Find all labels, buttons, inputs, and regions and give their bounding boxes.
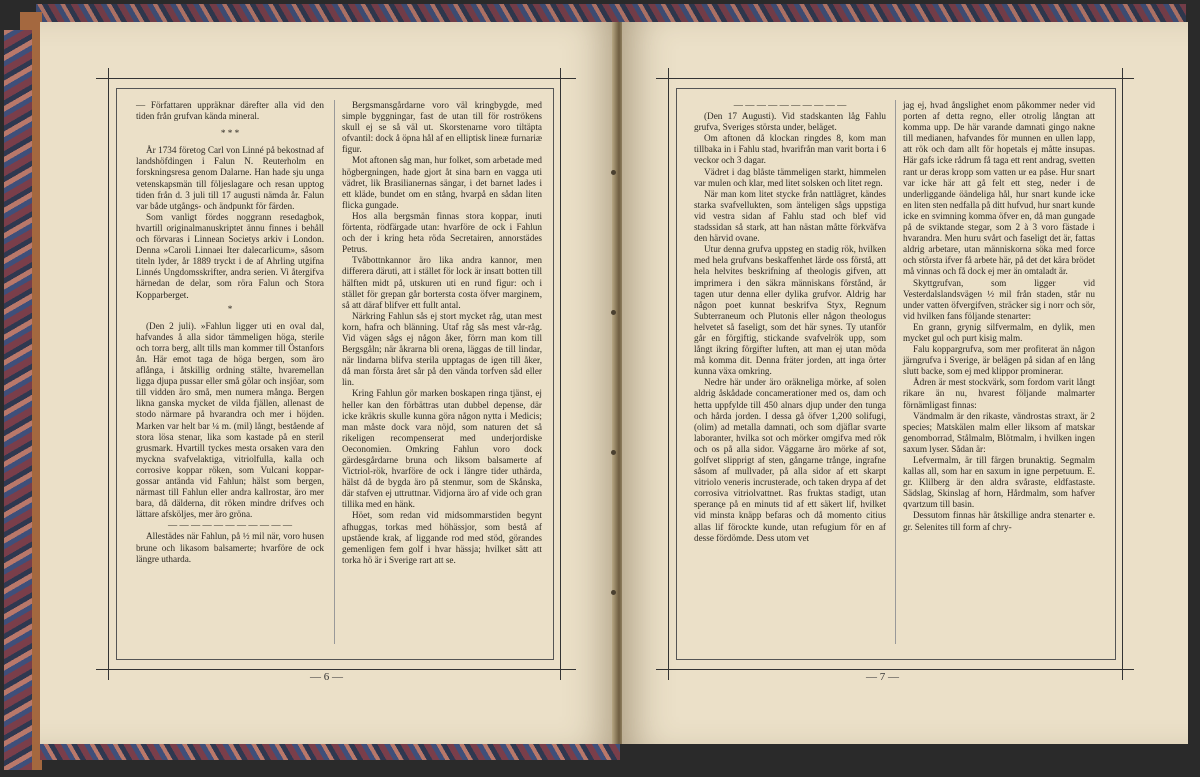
paragraph: Bergsmansgårdarne voro väl kringbygde, med simple byggningar, fast de utan till för roströkens skull ej se så väl ut. Skorstenarne voro tiltäpta ofvantil: dock å öpna hål af en elliptisk lineæ furnariæ figur. [342,100,542,155]
marbled-edge-bottom [40,744,620,760]
paragraph: Allestädes när Fahlun, på ½ mil när, voro husen brune och likasom balsamerte; hvarföre de ock längre utharda. [136,531,324,564]
right-frame-right-line [1122,68,1123,680]
paragraph: Ådren är mest stockvärk, som fordom varit långt rikare än nu, hvarest följande malmarter förnämligast finnas: [903,377,1095,410]
marbled-edge-left [4,30,32,770]
right-frame-left-line [668,68,669,680]
paragraph: Tvåbottnkannor äro lika andra kannor, men differera däruti, att i stället för lock är insatt botten till hälften midt på, utskuren uti en rund figur: och i stället för grepan går bortersta costa öfver marginem, så att däraf blifver ett fullt antal. [342,255,542,310]
dash-separator: — — — — — — — — — — — [167,520,293,531]
paragraph: Höet, som redan vid midsommarstiden begynt afhuggas, torkas med höhässjor, som bestå af upstående krak, af liggande rod med stöd, görandes gemenligen fem golf i hvar hässja; hvilket sätt att torka hö är i Sverige rart att se. [342,510,542,565]
binding-hole [611,450,616,455]
paragraph: Vädret i dag blåste tämmeligen starkt, himmelen var mulen och klar, med litet solsken och litet regn. [694,166,886,188]
paragraph: jag ej, hvad ångslighet enom påkommer neder vid porten af detta regno, eller otrolig långtan att komma upp. De här varande damnati gingo nakne till medianen, hafvandes för munnen en ullen lapp, att rök och dam allt för hopetals ej måtte insupas. Här gafs icke rådrum få taga ett rent andrag, svetten rant ur deras kropp som vatten ur ea påse. Hur snart var icke här att gå felt ett steg, neder i de underliggande öändeliga hål, hur snart kunde icke en liten sten nedfalla på ditt hufvud, hur snart kunde icke en svimning komma öfver en, då man gungade på de sviktande stegar, som 2 à 3 voro fästade i hvarandra. Men huru svårt och faseligt det är, fattas aldrig arbetare, utan människorna söka med force och största ifver få arbete här, på det det kära brödet må vinnas och få dock ej mer än omtaladt är. [903,100,1095,277]
paragraph: (Den 17 Augusti). Vid stadskanten låg Fahlu grufva, Sveriges största under, beläget. [694,111,886,133]
left-column-1 [136,100,324,565]
paragraph: När man kom litet stycke från nattlägret, kändes starka svafvellukten, som änteligen sågs uppstiga vid vestra sidan af Fahlu stad och blef vid stadssidan så stark, att han nästan måtte förkväfva den härvid ovane. [694,188,886,244]
paragraph: Mot aftonen såg man, hur folket, som arbetade med högbergningen, hade gjort åt sina barn en vagga uti vädret, lik Brasilianernas sängar, i det barnet lades i ett kläde, bundet om en stång, hvarpå en sådan liten flicka gungade. [342,155,542,210]
left-frame-top-line [96,78,576,79]
paragraph: Närkring Fahlun sås ej stort mycket råg, utan mest korn, hafra och blänning. Utaf råg sås mest vår-råg. Vid vägen sågs ej någon åker, förrn man kom till Bergsgåln; när åkrarna bli orena, läggas de till lindar, när lindarna blifva sterila upptagas de igen till åker, då man första året sår på den vända torfven såd eller lin. [342,310,542,388]
binding-hole [611,590,616,595]
section-divider: * * * [220,128,240,139]
paragraph: Falu koppargrufva, som mer profiterat än någon järngrufva i Sverige, är belägen på sidan af en lång slutt backe, som ej med klippor prominerar. [903,344,1095,377]
left-frame-left-line [108,68,109,680]
paragraph: Hos alla bergsmän finnas stora koppar, inuti förtenta, rödfärgade utan: hvarföre de ock i Fahlun och der i kring heta röda Secretairen, annorstädes Petrus. [342,210,542,255]
page-number-right: — 7 — [866,671,899,683]
paragraph: Vändmalm är den rikaste, vändrostas straxt, är 2 species; Matskälen malm eller liksom af matskar genomborrad, Stålmalm, Blötmalm, i hvilken ingen saxum lyser. Sådan är: [903,410,1095,454]
right-column-1 [694,100,886,544]
left-column-2 [342,100,542,566]
left-frame-bottom-line [96,669,576,670]
marbled-edge-top [36,4,1186,24]
right-column-divider [895,100,896,644]
paragraph: År 1734 företog Carl von Linné på bekostnad af landshöfdingen i Falun N. Reuterholm en forskningsresa genom Dalarne. Han hade sju unga vetenskapsmän till följeslagare och resan upptog tiden från d. 3 juli till 17 augusti nämda år. Falun var både utgångs- och ändpunkt för färden. [136,145,324,211]
section-divider: * [227,303,233,314]
page-number-left: — 6 — [310,671,343,683]
paragraph: Om aftonen då klockan ringdes 8, kom man tillbaka in i Fahlu stad, hvarifrån man varit borta i 6 veckor och 3 dagar. [694,133,886,166]
left-frame-right-line [560,68,561,680]
paragraph: En grann, grynig silfvermalm, en dylik, men mycket gul och purt kisig malm. [903,321,1095,343]
paragraph: Som vanligt fördes noggrann resedagbok, hvartill originalmanuskriptet ännu finnes i behåll och förvaras i Linnean Societys arkiv i London. Denna »Caroli Linnaei Iter dalecarlicum», såsom titeln lyder, år 1889 tryckt i de af Ahrling utgifna Linnés Ungdomsskrifter, andra serien. Vi återgifva härnedan de delar, som röra Falun och Stora Kopparberget. [136,211,324,300]
paragraph: (Den 2 juli). »Fahlun ligger uti en oval dal, hafvandes å alla sidor tämmeligen höga, sterile och torra berg, allt tills man kommer till Östanfors ån. Här emot taga de höga bergen, som äro aflånga, i åtskillig ordning stälte, hvaremellan ligga djupa pussar eller små gölar och insjöar, som till vidden äro små, men numera många. Bergen likna ganska mycket de vilda fjällen, allenast de stodo närmare på hvarandra och mer i höjden. Marken var helt bar ¼ m. (mil) långt, bestående af stora lösa stenar, lika som kastade på en steril grusmark. Hvartill tyckes mesta orsaken vara den myckna svafvelaktiga, vitriolfulla, kalla och corrosive koppar röken, som Vulcani koppar-gossar antända vid Fahlun; hälst som bergen, närmast till Fahlun eller andra kallrostar, äro mer bara, då dälderna, dit röken mindre drifves och lättare afsköljes, mer äro gröna. [136,320,324,520]
paragraph: Lefvermalm, är till färgen brunaktig. Segmalm kallas all, som har en saxum in igne perpetuum. E. gr. Klilberg är den aldra svåraste, eldfastaste. Sädslag, Skinslag af horn, Hårdmalm, som hafver qvartzum till basin. [903,455,1095,510]
paragraph: — Författaren uppräknar därefter alla vid den tiden från grufvan kända mineral. [136,100,324,122]
right-frame-bottom-line [656,669,1134,670]
binding-hole [611,170,616,175]
paragraph: Kring Fahlun gör marken boskapen ringa tjänst, ej heller kan den förbättras utan dubbel depense, där icke kräkris skulle kunna göra någon nytta i Medicis; man måste dock vara nöjd, som naturen det så rikeligen recompenserat med underjordiske Oeconomien. Omkring Fahlun voro dock gärdesgårdarne bruna och liksom balsamerte af Victriol-rök, hvarföre de ock i längre tider uthärda, hälst då de bygda äro på stenmur, som de Skånska, där stafven ej uttruttnar. Vidjorna äro af vide och gran tillika med en hänk. [342,388,542,510]
paragraph: Dessutom finnas här åtskillige andra stenarter e. gr. Selenites till form af chry- [903,510,1095,532]
dash-separator: — — — — — — — — — — [733,100,847,110]
paragraph: Utur denna grufva uppsteg en stadig rök, hvilken med hela grufvans beskaffenhet lärde oss förstå, att hela helvites beskrifning af theologis gifven, att imprimera i den säkra människans förstånd, är tagen utur denna eller dylika grufvor. Aldrig har någon poet kunnat beskrifva Styx, Regnum Subterraneum och Plutonis eller någon theologus helvetet så faseligt, som det här synes. Ty utanför går en förgiftig, stickande svafvelrök upp, som långt ikring förgifter luften, att man ej utan möda må komma dit. Denna fräter jorden, att inga örter kunna växa omkring. [694,244,886,377]
left-column-divider [334,100,335,644]
right-column-2 [903,100,1095,533]
binding-hole [611,310,616,315]
right-frame-top-line [656,78,1134,79]
paragraph: Nedre här under äro oräkneliga mörke, af solen aldrig åskådade concamerationer med os, dam och hetta uppfylde till 450 alnars djup under den tunga och hårda jorden. I dessa gå öfver 1,200 solifugi, (olim) ad metalla damnati, och som djäflar svarte laboranter, hvilka sot och mörker omgifva med rök och os på alla sidor. Väggarne äro mörke af sot, golfvet slipprigt af sten, gångarne trånge, ingrafne såsom af mullvader, på alla sidor af ett skarpt vitriolo veneris incrusterade, och taken drypa af det corrosiva vitriolvattnet. Ras fruktas stadigt, utan speranςe på en minuts tid af ett säkert lif, hvilket vid minsta knäpp befaras och då momento citius allas lif förockte kunde, utan refugium för en af desse fördömde. Dess utom vet [694,377,886,543]
paragraph: Skyttgrufvan, som ligger vid Vesterdalslandsvägen ½ mil från staden, står nu under vatten öfvergifven, sträcker sig i norr och sör, vid hvilken fans följande stenarter: [903,277,1095,321]
